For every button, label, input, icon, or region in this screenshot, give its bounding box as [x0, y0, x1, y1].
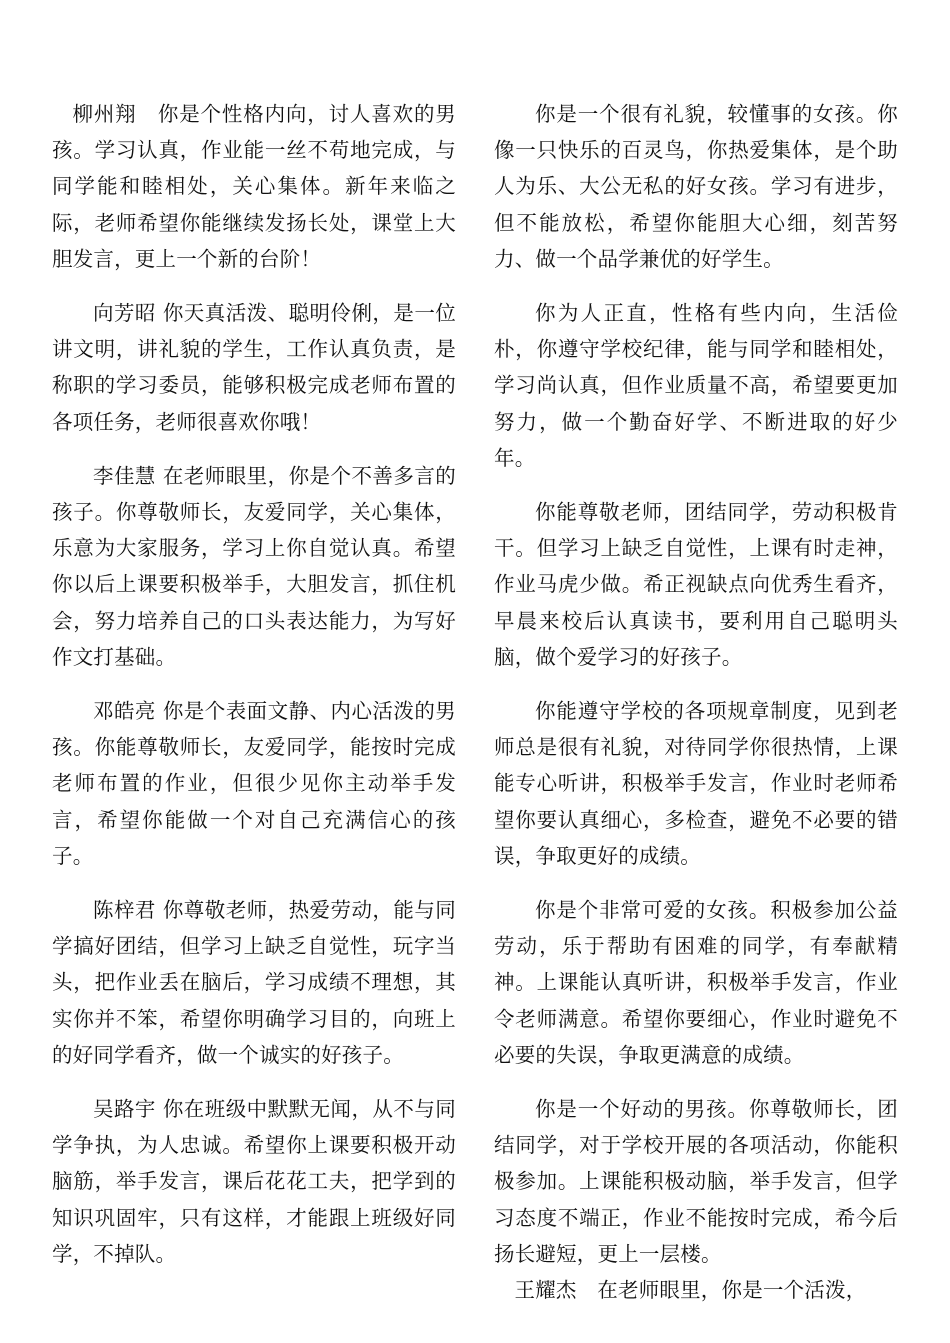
comment-paragraph: 你能尊敬老师，团结同学，劳动积极肯干。但学习上缺乏自觉性，上课有时走神，作业马虎少做。希正视缺点向优秀生看齐，早晨来校后认真读书，要利用自己聪明头脑，做个爱学习的好孩子。 [494, 500, 898, 669]
left-column [52, 96, 456, 1290]
comment-paragraph: 你为人正直，性格有些内向，生活俭朴，你遵守学校纪律，能与同学和睦相处，学习尚认真，但作业质量不高，希望要更加努力，做一个勤奋好学、不断进取的好少年。 [494, 301, 898, 470]
right-column [494, 96, 898, 1308]
comment-paragraph: 吴路宇 你在班级中默默无闻，从不与同学争执，为人忠诚。希望你上课要积极开动脑筋，举手发言，课后花花工夫，把学到的知识巩固牢，只有这样，才能跟上班级好同学，不掉队。 [52, 1097, 456, 1266]
comment-paragraph: 李佳慧 在老师眼里，你是个不善多言的孩子。你尊敬师长，友爱同学，关心集体，乐意为大家服务，学习上你自觉认真。希望你以后上课要积极举手，大胆发言，抓住机会，努力培养自己的口头表达能力，为写好作文打基础。 [52, 463, 456, 669]
comment-paragraph: 柳州翔 你是个性格内向，讨人喜欢的男孩。学习认真，作业能一丝不苟地完成，与同学能和睦相处，关心集体。新年来临之际，老师希望你能继续发扬长处，课堂上大胆发言，更上一个新的台阶！ [52, 102, 456, 271]
comment-paragraph: 你能遵守学校的各项规章制度，见到老师总是很有礼貌，对待同学你很热情，上课能专心听讲，积极举手发言，作业时老师希望你要认真细心，多检查，避免不必要的错误，争取更好的成绩。 [494, 699, 898, 868]
comment-paragraph: 你是一个很有礼貌，较懂事的女孩。你像一只快乐的百灵鸟，你热爱集体，是个助人为乐、大公无私的好女孩。学习有进步，但不能放松，希望你能胆大心细，刻苦努力、做一个品学兼优的好学生。 [494, 102, 898, 271]
comment-paragraph: 邓皓亮 你是个表面文静、内心活泼的男孩。你能尊敬师长，友爱同学，能按时完成老师布置的作业，但很少见你主动举手发言，希望你能做一个对自己充满信心的孩子。 [52, 699, 456, 868]
comment-paragraph: 陈梓君 你尊敬老师，热爱劳动，能与同学搞好团结，但学习上缺乏自觉性，玩字当头，把作业丢在脑后，学习成绩不理想，其实你并不笨，希望你明确学习目的，向班上的好同学看齐，做一个诚实的好孩子。 [52, 898, 456, 1067]
comment-paragraph: 你是个非常可爱的女孩。积极参加公益劳动，乐于帮助有困难的同学，有奉献精神。上课能认真听讲，积极举手发言，作业令老师满意。希望你要细心，作业时避免不必要的失误，争取更满意的成绩。 [494, 898, 898, 1067]
comment-paragraph: 你是一个好动的男孩。你尊敬师长，团结同学，对于学校开展的各项活动，你能积极参加。上课能积极动脑，举手发言，但学习态度不端正，作业不能按时完成，希今后扬长避短，更上一层楼。 [494, 1097, 898, 1266]
comment-paragraph: 王耀杰 在老师眼里，你是一个活泼， [514, 1278, 867, 1303]
comment-paragraph: 向芳昭 你天真活泼、聪明伶俐，是一位讲文明，讲礼貌的学生，工作认真负责，是称职的学习委员，能够积极完成老师布置的各项任务，老师很喜欢你哦！ [52, 301, 456, 434]
